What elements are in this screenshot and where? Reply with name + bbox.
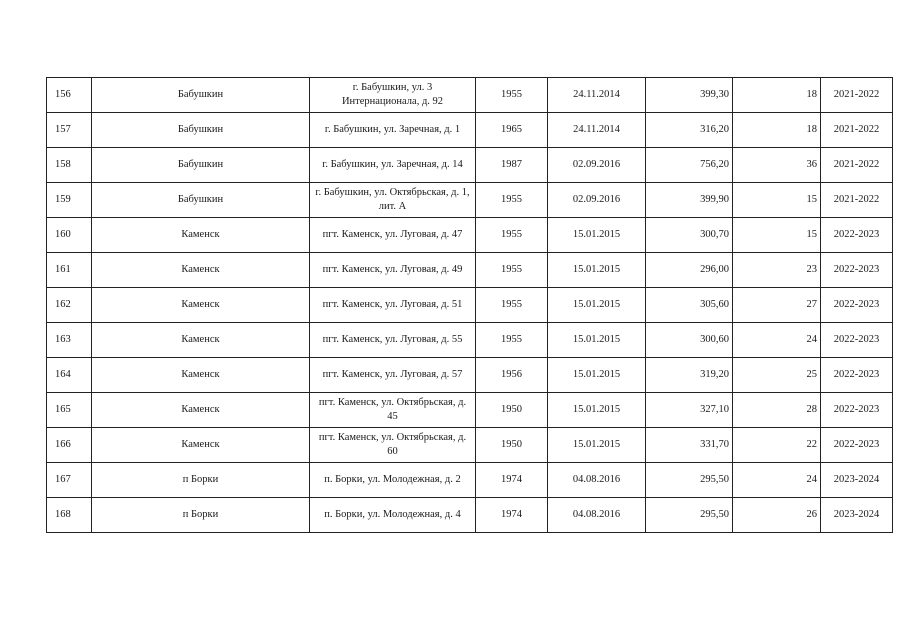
cell-date: 24.11.2014 bbox=[548, 78, 646, 113]
cell-year: 1987 bbox=[476, 148, 548, 183]
cell-period: 2022-2023 bbox=[821, 253, 893, 288]
cell-count: 36 bbox=[733, 148, 821, 183]
housing-table bbox=[46, 77, 893, 533]
cell-area: 399,30 bbox=[646, 78, 733, 113]
cell-count: 28 bbox=[733, 393, 821, 428]
cell-year: 1955 bbox=[476, 78, 548, 113]
cell-date: 15.01.2015 bbox=[548, 393, 646, 428]
cell-address: п. Борки, ул. Молодежная, д. 4 bbox=[310, 498, 476, 533]
cell-area: 331,70 bbox=[646, 428, 733, 463]
cell-count: 22 bbox=[733, 428, 821, 463]
cell-address: п. Борки, ул. Молодежная, д. 2 bbox=[310, 463, 476, 498]
cell-period: 2023-2024 bbox=[821, 463, 893, 498]
cell-address: г. Бабушкин, ул. Заречная, д. 14 bbox=[310, 148, 476, 183]
cell-locality: Каменск bbox=[92, 253, 310, 288]
cell-locality: Каменск bbox=[92, 323, 310, 358]
cell-year: 1955 bbox=[476, 183, 548, 218]
cell-period: 2022-2023 bbox=[821, 218, 893, 253]
cell-locality: п Борки bbox=[92, 498, 310, 533]
cell-period: 2023-2024 bbox=[821, 498, 893, 533]
cell-period: 2022-2023 bbox=[821, 288, 893, 323]
cell-year: 1950 bbox=[476, 428, 548, 463]
cell-address: г. Бабушкин, ул. Октябрьская, д. 1, лит. А bbox=[310, 183, 476, 218]
table-row bbox=[47, 148, 893, 183]
table-row bbox=[47, 358, 893, 393]
cell-date: 15.01.2015 bbox=[548, 428, 646, 463]
cell-year: 1974 bbox=[476, 498, 548, 533]
cell-count: 27 bbox=[733, 288, 821, 323]
cell-area: 305,60 bbox=[646, 288, 733, 323]
cell-number: 159 bbox=[47, 183, 92, 218]
cell-year: 1950 bbox=[476, 393, 548, 428]
cell-address: пгт. Каменск, ул. Луговая, д. 57 bbox=[310, 358, 476, 393]
cell-area: 295,50 bbox=[646, 463, 733, 498]
cell-locality: п Борки bbox=[92, 463, 310, 498]
cell-address: пгт. Каменск, ул. Луговая, д. 51 bbox=[310, 288, 476, 323]
table-row bbox=[47, 393, 893, 428]
cell-address: г. Бабушкин, ул. Заречная, д. 1 bbox=[310, 113, 476, 148]
cell-year: 1955 bbox=[476, 288, 548, 323]
cell-year: 1955 bbox=[476, 253, 548, 288]
cell-count: 15 bbox=[733, 218, 821, 253]
cell-year: 1956 bbox=[476, 358, 548, 393]
cell-number: 161 bbox=[47, 253, 92, 288]
cell-date: 15.01.2015 bbox=[548, 358, 646, 393]
cell-locality: Бабушкин bbox=[92, 113, 310, 148]
cell-period: 2021-2022 bbox=[821, 113, 893, 148]
cell-date: 15.01.2015 bbox=[548, 323, 646, 358]
cell-date: 15.01.2015 bbox=[548, 218, 646, 253]
cell-period: 2021-2022 bbox=[821, 148, 893, 183]
cell-date: 15.01.2015 bbox=[548, 253, 646, 288]
cell-locality: Каменск bbox=[92, 358, 310, 393]
cell-count: 23 bbox=[733, 253, 821, 288]
cell-date: 15.01.2015 bbox=[548, 288, 646, 323]
cell-address: г. Бабушкин, ул. 3 Интернационала, д. 92 bbox=[310, 78, 476, 113]
cell-count: 15 bbox=[733, 183, 821, 218]
table-row bbox=[47, 218, 893, 253]
cell-area: 296,00 bbox=[646, 253, 733, 288]
cell-area: 399,90 bbox=[646, 183, 733, 218]
cell-locality: Каменск bbox=[92, 218, 310, 253]
table-row bbox=[47, 113, 893, 148]
cell-period: 2022-2023 bbox=[821, 358, 893, 393]
cell-count: 25 bbox=[733, 358, 821, 393]
table-row bbox=[47, 78, 893, 113]
cell-area: 319,20 bbox=[646, 358, 733, 393]
cell-period: 2021-2022 bbox=[821, 183, 893, 218]
cell-number: 160 bbox=[47, 218, 92, 253]
cell-area: 300,70 bbox=[646, 218, 733, 253]
cell-address: пгт. Каменск, ул. Октябрьская, д. 60 bbox=[310, 428, 476, 463]
cell-address: пгт. Каменск, ул. Луговая, д. 55 bbox=[310, 323, 476, 358]
cell-period: 2021-2022 bbox=[821, 78, 893, 113]
table-body bbox=[47, 78, 893, 533]
cell-number: 163 bbox=[47, 323, 92, 358]
table-row bbox=[47, 498, 893, 533]
cell-locality: Бабушкин bbox=[92, 78, 310, 113]
cell-year: 1955 bbox=[476, 218, 548, 253]
cell-number: 165 bbox=[47, 393, 92, 428]
cell-count: 18 bbox=[733, 113, 821, 148]
table-row bbox=[47, 323, 893, 358]
cell-count: 24 bbox=[733, 463, 821, 498]
cell-number: 166 bbox=[47, 428, 92, 463]
cell-area: 316,20 bbox=[646, 113, 733, 148]
cell-year: 1974 bbox=[476, 463, 548, 498]
cell-address: пгт. Каменск, ул. Луговая, д. 49 bbox=[310, 253, 476, 288]
cell-area: 327,10 bbox=[646, 393, 733, 428]
cell-area: 300,60 bbox=[646, 323, 733, 358]
cell-date: 02.09.2016 bbox=[548, 148, 646, 183]
cell-address: пгт. Каменск, ул. Октябрьская, д. 45 bbox=[310, 393, 476, 428]
cell-year: 1955 bbox=[476, 323, 548, 358]
cell-number: 156 bbox=[47, 78, 92, 113]
table-row bbox=[47, 288, 893, 323]
cell-count: 26 bbox=[733, 498, 821, 533]
cell-address: пгт. Каменск, ул. Луговая, д. 47 bbox=[310, 218, 476, 253]
cell-locality: Каменск bbox=[92, 393, 310, 428]
cell-area: 295,50 bbox=[646, 498, 733, 533]
cell-year: 1965 bbox=[476, 113, 548, 148]
cell-locality: Каменск bbox=[92, 288, 310, 323]
cell-number: 167 bbox=[47, 463, 92, 498]
cell-date: 04.08.2016 bbox=[548, 498, 646, 533]
cell-locality: Каменск bbox=[92, 428, 310, 463]
cell-period: 2022-2023 bbox=[821, 428, 893, 463]
cell-date: 02.09.2016 bbox=[548, 183, 646, 218]
table-row bbox=[47, 253, 893, 288]
cell-period: 2022-2023 bbox=[821, 323, 893, 358]
cell-count: 24 bbox=[733, 323, 821, 358]
cell-number: 157 bbox=[47, 113, 92, 148]
cell-locality: Бабушкин bbox=[92, 148, 310, 183]
cell-locality: Бабушкин bbox=[92, 183, 310, 218]
cell-number: 164 bbox=[47, 358, 92, 393]
cell-date: 04.08.2016 bbox=[548, 463, 646, 498]
cell-number: 162 bbox=[47, 288, 92, 323]
cell-area: 756,20 bbox=[646, 148, 733, 183]
cell-count: 18 bbox=[733, 78, 821, 113]
cell-date: 24.11.2014 bbox=[548, 113, 646, 148]
table-row bbox=[47, 428, 893, 463]
cell-period: 2022-2023 bbox=[821, 393, 893, 428]
table-row bbox=[47, 463, 893, 498]
cell-number: 158 bbox=[47, 148, 92, 183]
table-row bbox=[47, 183, 893, 218]
cell-number: 168 bbox=[47, 498, 92, 533]
